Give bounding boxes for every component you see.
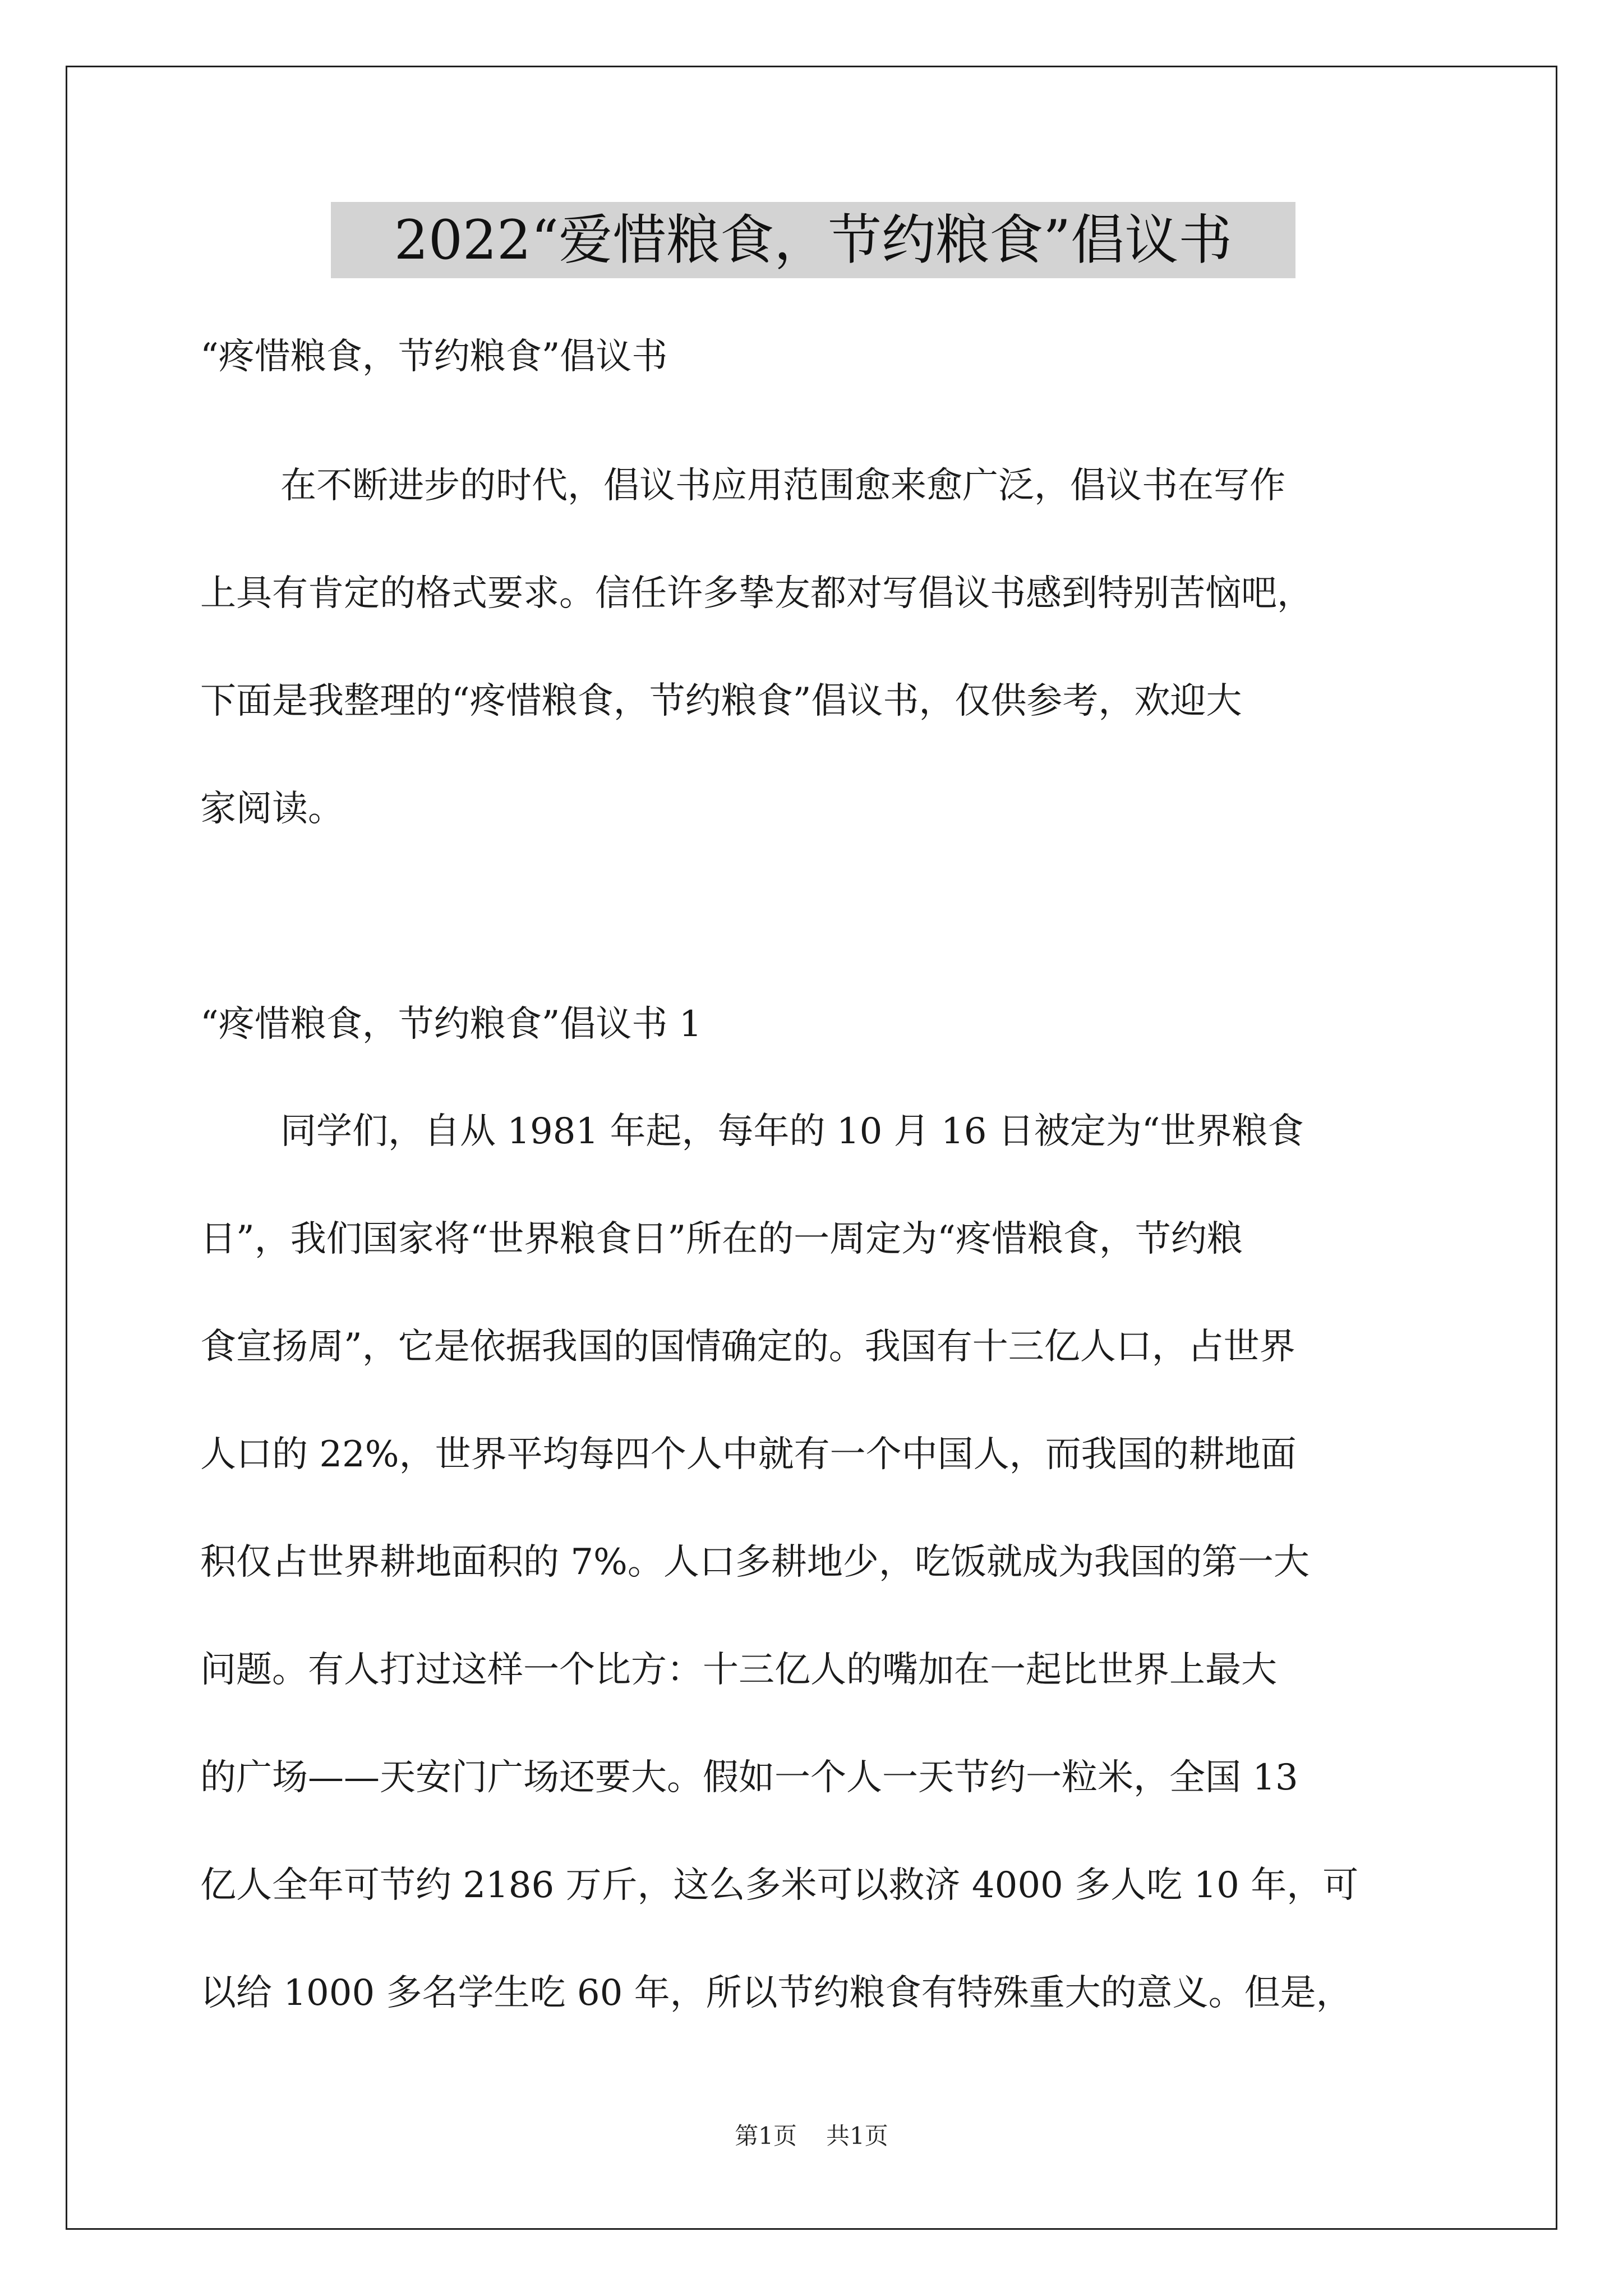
intro-line: 上具有肯定的格式要求。信任许多挚友都对写倡议书感到特别苦恼吧， xyxy=(200,573,1313,614)
body-line: 以给 1000 多名学生吃 60 年，所以节约粮食有特殊重大的意义。但是， xyxy=(200,1972,1352,2014)
intro-line: 家阅读。 xyxy=(200,788,344,830)
intro-line: 在不断进步的时代，倡议书应用范围愈来愈广泛，倡议书在写作 xyxy=(280,465,1285,507)
body-line: 同学们，自从 1981 年起，每年的 10 月 16 日被定为“世界粮食 xyxy=(280,1111,1304,1152)
body-line: 日”，我们国家将“世界粮食日”所在的一周定为“疼惜粮食，节约粮 xyxy=(200,1218,1243,1260)
body-line: 亿人全年可节约 2186 万斤，这么多米可以救济 4000 多人吃 10 年，可 xyxy=(200,1865,1359,1906)
body-line: 积仅占世界耕地面积的 7%。人口多耕地少，吃饭就成为我国的第一大 xyxy=(200,1542,1310,1583)
body-line: 的广场——天安门广场还要大。假如一个人一天节约一粒米，全国 13 xyxy=(200,1757,1298,1798)
section-title: “疼惜粮食，节约粮食”倡议书 1 xyxy=(200,1004,702,1045)
body-line: 人口的 22%，世界平均每四个人中就有一个中国人，而我国的耕地面 xyxy=(200,1434,1297,1475)
page-footer xyxy=(0,2120,1623,2152)
intro-line: 下面是我整理的“疼惜粮食，节约粮食”倡议书，仅供参考，欢迎大 xyxy=(200,680,1242,722)
body-line: 问题。有人打过这样一个比方：十三亿人的嘴加在一起比世界上最大 xyxy=(200,1649,1277,1691)
page-total: 共1页 xyxy=(826,2122,888,2150)
subtitle: “疼惜粮食，节约粮食”倡议书 xyxy=(200,336,668,378)
body-line: 食宣扬周”，它是依据我国的国情确定的。我国有十三亿人口，占世界 xyxy=(200,1326,1295,1368)
document-title: 2022“爱惜粮食，节约粮食”倡议书 xyxy=(331,202,1295,278)
page-number: 第1页 xyxy=(735,2122,797,2150)
